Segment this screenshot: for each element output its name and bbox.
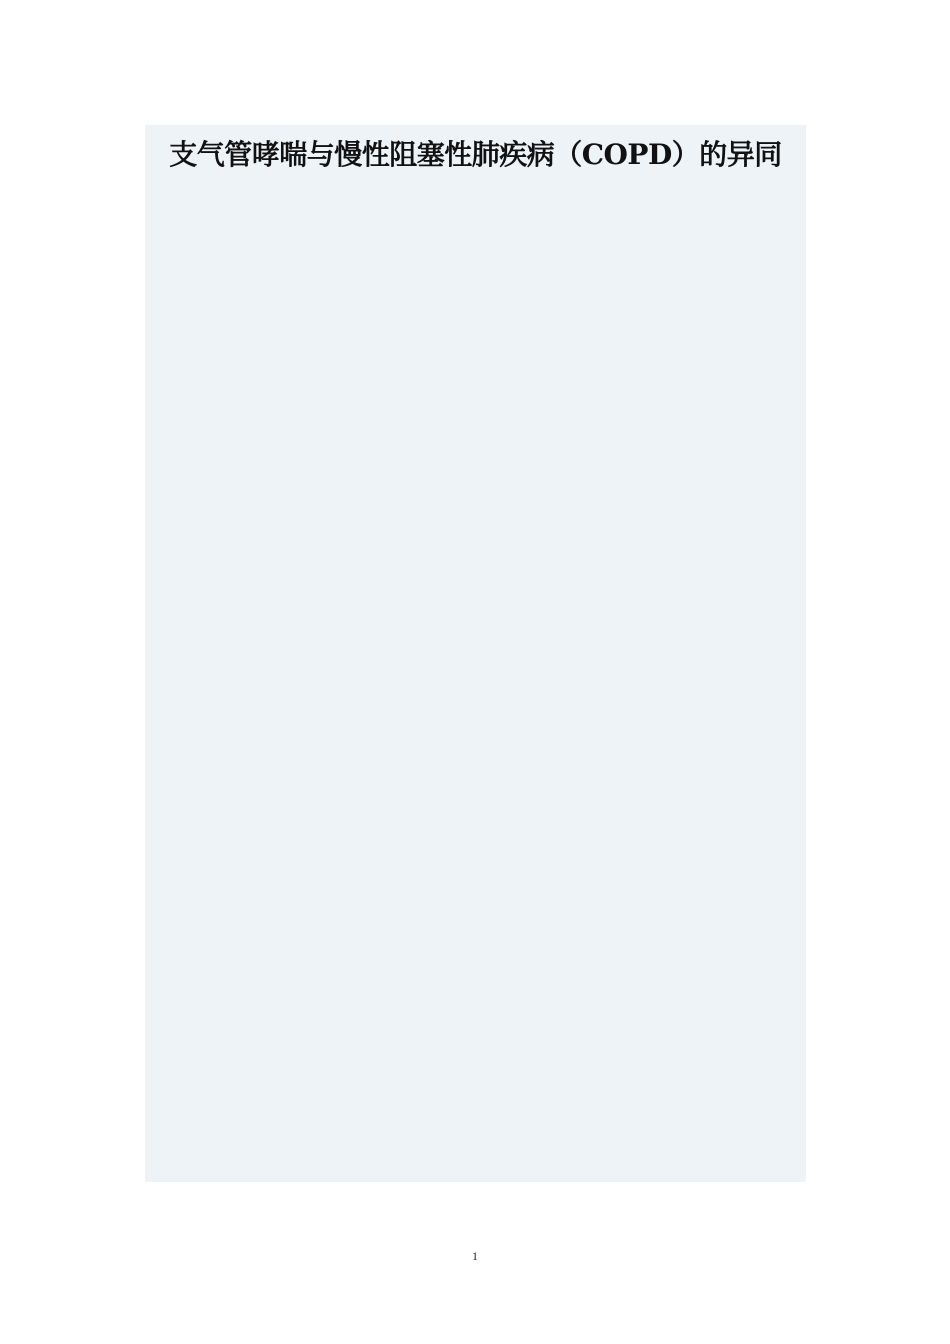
document-title: 支气管哮喘与慢性阻塞性肺疾病（COPD）的异同: [169, 138, 782, 171]
document-body: [145, 125, 806, 1182]
page-number: 1: [472, 1249, 478, 1263]
